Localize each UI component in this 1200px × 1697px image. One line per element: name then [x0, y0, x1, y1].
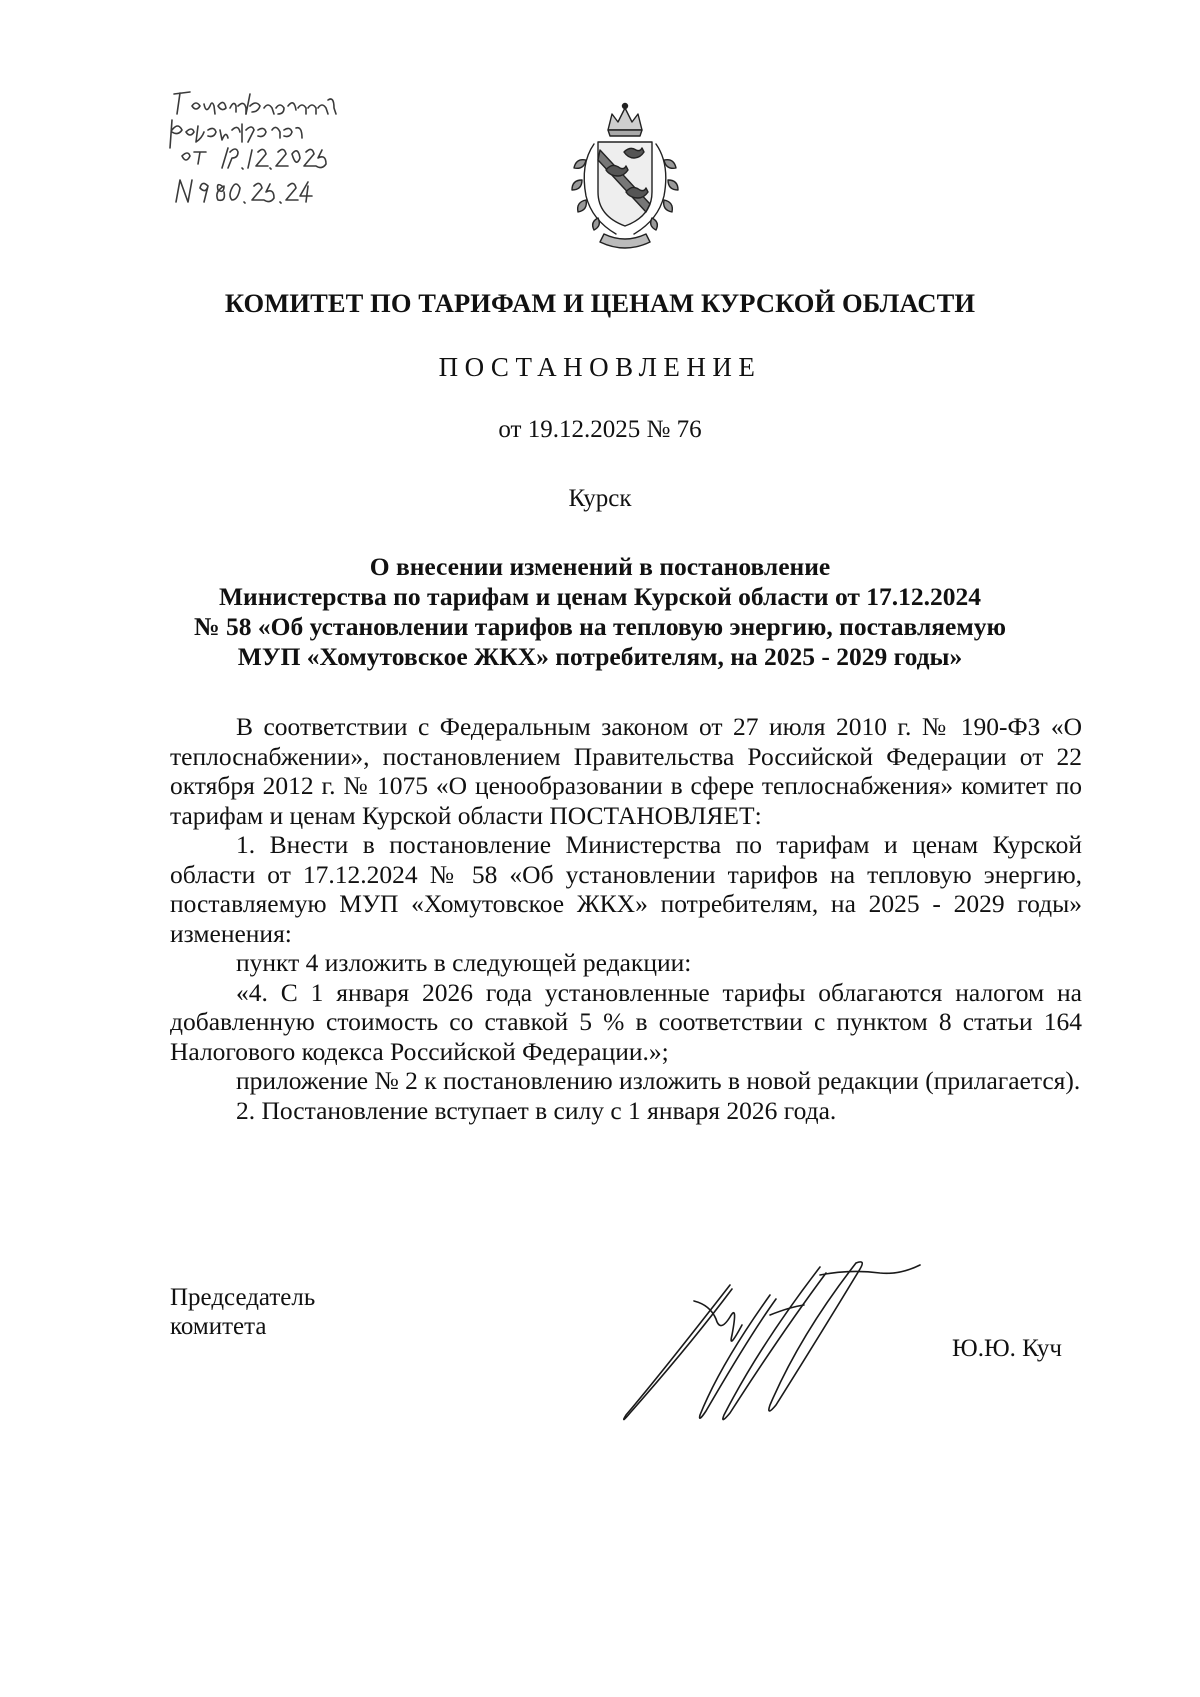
- subject-line: № 58 «Об установлении тарифов на тепловую энергию, поставляемую: [194, 612, 1006, 641]
- preamble-paragraph: В соответствии с Федеральным законом от 27 июля 2010 г. № 190-ФЗ «О теплоснабжении», постановлением Правительства Российской Федерации от 22 октября 2012 г. № 1075 «О ценообразовании в сфере теплоснабжения» комитет по тарифам и ценам Курской области ПОСТАНОВЛЯЕТ:: [170, 712, 1082, 830]
- document-date-number: от 19.12.2025 № 76: [498, 416, 702, 443]
- handwritten-signature: [620, 1255, 930, 1430]
- item-1b-paragraph: «4. С 1 января 2026 года установленные тарифы облагаются налогом на добавленную стоимость со ставкой 5 % в соответствии с пунктом 8 статьи 164 Налогового кодекса Российской Федерации.»;: [170, 977, 1082, 1066]
- subject-line: Министерства по тарифам и ценам Курской области от 17.12.2024: [218, 582, 982, 611]
- item-1c-paragraph: приложение № 2 к постановлению изложить в новой редакции (прилагается).: [236, 1066, 1081, 1095]
- subject-line: О внесении изменений в постановление: [369, 552, 831, 581]
- kursk-coat-of-arms-icon: [560, 100, 690, 250]
- signer-title: [170, 1283, 315, 1341]
- item-1-paragraph: 1. Внести в постановление Министерства по тарифам и ценам Курской области от 17.12.2024 № 58 «Об установлении тарифов на тепловую энергию, поставляемую МУП «Хомутовское ЖКХ» потребителям, на 2025 - 2029 годы» изменения:: [170, 830, 1082, 948]
- document-city: Курск: [568, 485, 632, 512]
- signer-name: Ю.Ю. Куч: [952, 1335, 1063, 1362]
- document-subject: [150, 552, 1050, 672]
- handwritten-registration-note: [168, 86, 368, 226]
- organization-title: КОМИТЕТ ПО ТАРИФАМ И ЦЕНАМ КУРСКОЙ ОБЛАСТИ: [224, 288, 976, 318]
- signer-title-line: комитета: [170, 1313, 267, 1340]
- subject-line: МУП «Хомутовское ЖКХ» потребителям, на 2025 - 2029 годы»: [237, 642, 963, 671]
- item-2-paragraph: 2. Постановление вступает в силу с 1 января 2026 года.: [236, 1095, 837, 1125]
- item-1a-paragraph: пункт 4 изложить в следующей редакции:: [236, 948, 692, 977]
- document-type: ПОСТАНОВЛЕНИЕ: [438, 352, 762, 382]
- signer-title-line: Председатель: [170, 1284, 316, 1311]
- document-body: [170, 712, 1082, 1125]
